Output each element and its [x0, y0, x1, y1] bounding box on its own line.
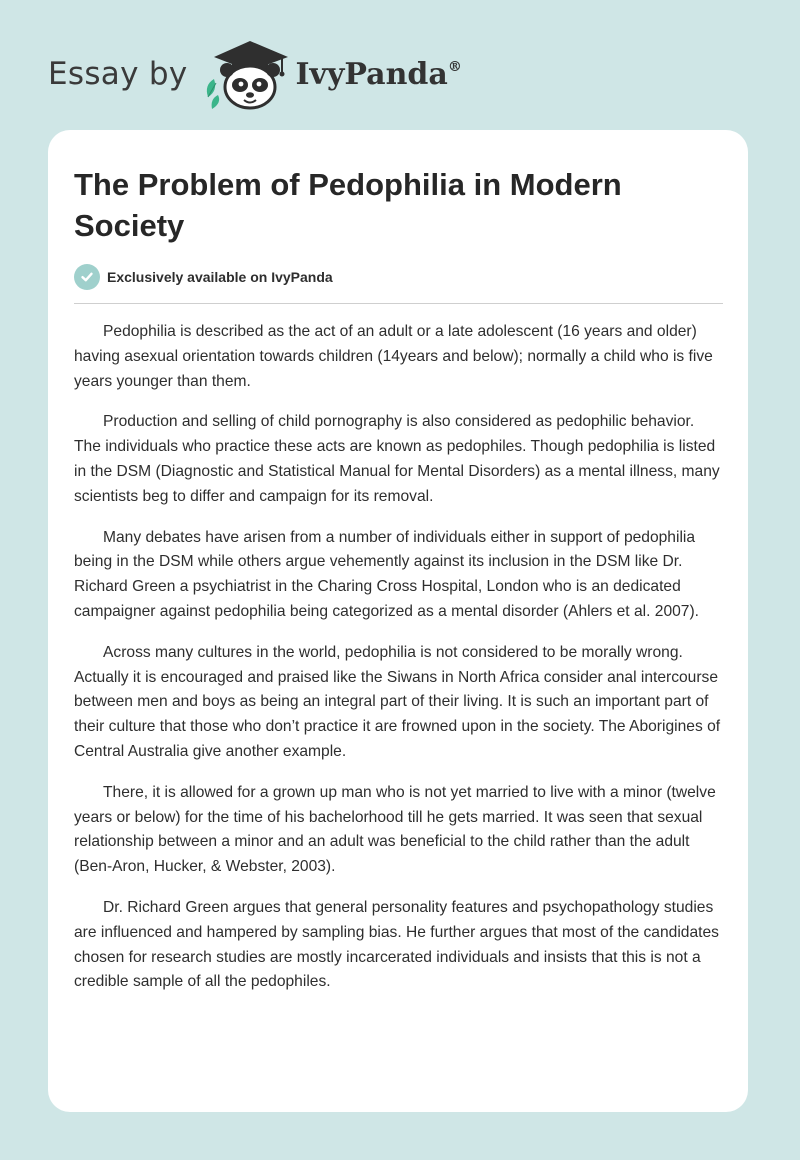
paragraph: There, it is allowed for a grown up man who is not yet married to live with a minor (twelve years or below) for the time of his bachelorhood till he gets married. It was seen that sexual relationship between a minor and an adult was beneficial to the child rather than the adult (Ben-Aron, Hucker, & Webster, 2003).: [74, 783, 716, 876]
registered-mark: ®: [447, 58, 462, 75]
paragraph: Dr. Richard Green argues that general personality features and psychopathology studies are influenced and hampered by sampling bias. He further argues that most of the candidates chosen for research studies are mostly incarcerated individuals and insists that this is not a credible sample of all the pedophiles.: [74, 898, 719, 991]
paragraph: Pedophilia is described as the act of an adult or a late adolescent (16 years and older) having asexual orientation towards children (14years and below); normally a child who is five years younger than them.: [74, 323, 713, 390]
exclusive-badge: [74, 264, 333, 290]
exclusive-badge-label: Exclusively available on IvyPanda: [107, 269, 333, 285]
brand-name[interactable]: [296, 57, 462, 92]
essay-body: [74, 320, 724, 1011]
paragraph: Production and selling of child pornography is also considered as pedophilic behavior. The individuals who practice these acts are known as pedophiles. Though pedophilia is listed in the DSM (Diagnostic and Statistical Manual for Mental Disorders) as a mental illness, many scientists beg to differ and campaign for its removal.: [74, 413, 720, 505]
site-header: [48, 34, 462, 114]
divider: [74, 303, 723, 304]
essay-by-label: Essay by: [48, 56, 188, 92]
essay-card: [48, 130, 748, 1112]
check-icon: [74, 264, 100, 290]
brand-label: IvyPanda: [295, 56, 448, 92]
page-title: The Problem of Pedophilia in Modern Society: [74, 167, 622, 243]
paragraph: Many debates have arisen from a number of individuals either in support of pedophilia being in the DSM while others argue vehemently against its inclusion in the DSM like Dr. Richard Green a psychiatrist in the Charing Cross Hospital, London who is an dedicated campaigner against pedophilia being categorized as a mental disorder (Ahlers et al. 2007).: [74, 528, 699, 620]
paragraph: Across many cultures in the world, pedophilia is not considered to be morally wrong. Actually it is encouraged and praised like the Siwans in North Africa consider anal intercourse between men and boys as being an integral part of their living. It is such an important part of their culture that those who don’t practice it are frowned upon in the society. The Aborigines of Central Australia give another example.: [74, 643, 721, 760]
panda-graduate-icon[interactable]: [202, 37, 294, 111]
